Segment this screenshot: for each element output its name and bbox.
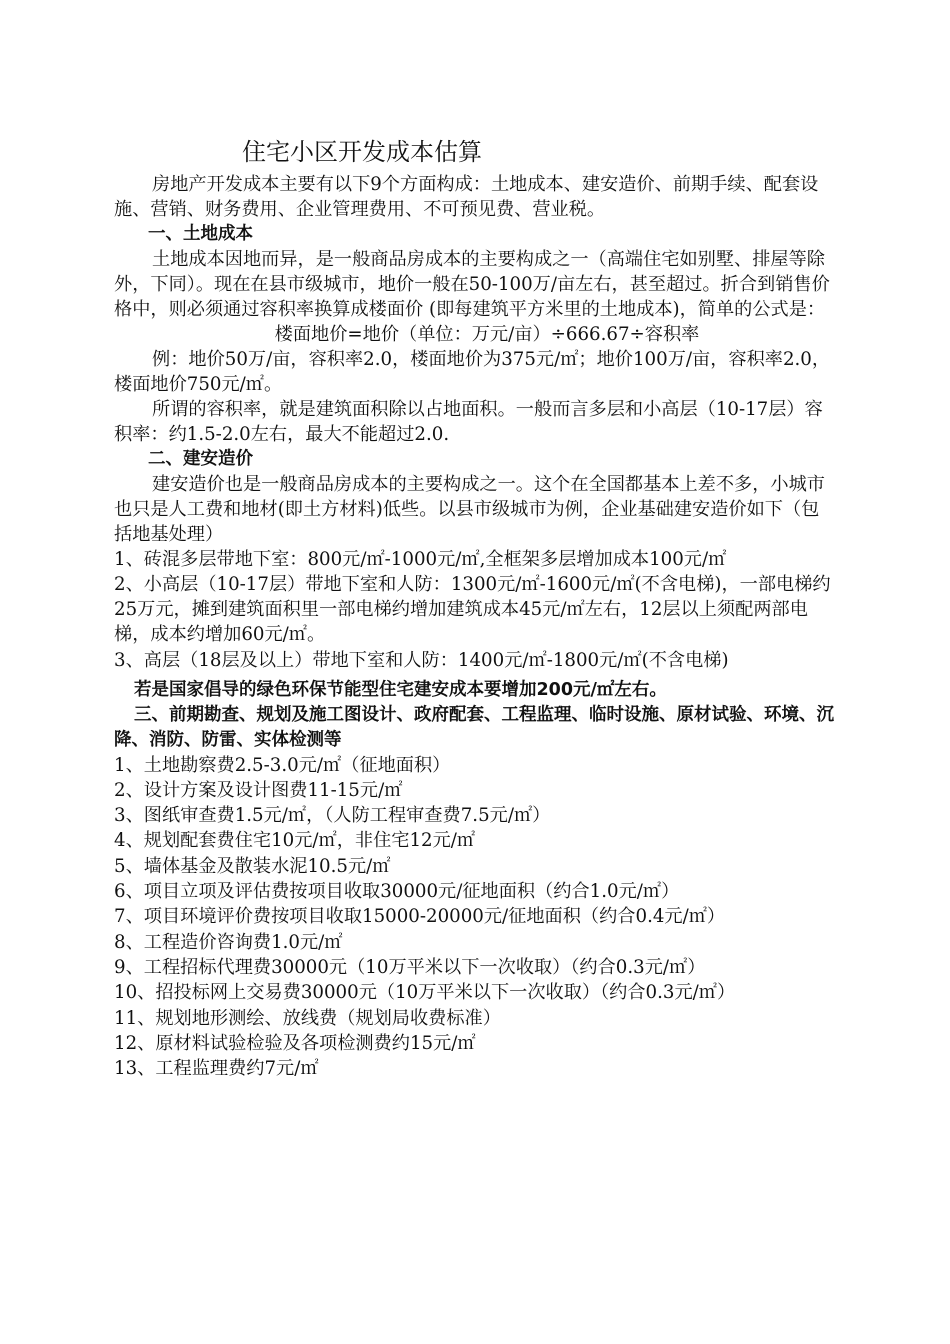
- list-item: 10、招投标网上交易费30000元（10万平米以下一次收取）（约合0.3元/㎡）: [114, 982, 736, 1004]
- green-building-note: 若是国家倡导的绿色环保节能型住宅建安成本要增加200元/㎡左右。: [134, 679, 667, 700]
- list-item: 4、规划配套费住宅10元/㎡，非住宅12元/㎡: [114, 830, 476, 852]
- list-item: 11、规划地形测绘、放线费（规划局收费标准）: [114, 1007, 501, 1029]
- document-page: [114, 132, 836, 1081]
- list-item: 6、项目立项及评估费按项目收取30000元/征地面积（约合1.0元/㎡）: [114, 881, 680, 903]
- list-item: 1、砖混多层带地下室：800元/㎡-1000元/㎡,全框架多层增加成本100元/㎡: [114, 549, 727, 570]
- list-item: 7、项目环境评价费按项目收取15000-20000元/征地面积（约合0.4元/㎡）: [114, 906, 726, 928]
- section2-paragraph: 建安造价也是一般商品房成本的主要构成之一。这个在全国都基本上差不多，小城市也只是人工费和地材(即土方材料)低些。以县市级城市为例，企业基础建安造价如下（包括地基处理）: [114, 474, 825, 545]
- list-item: 9、工程招标代理费30000元（10万平米以下一次收取）（约合0.3元/㎡）: [114, 956, 706, 978]
- list-item: 13、工程监理费约7元/㎡: [114, 1058, 319, 1080]
- floor-price-formula: 楼面地价=地价（单位：万元/亩）÷666.67÷容积率: [274, 324, 700, 345]
- section1-paragraph: 土地成本因地而异，是一般商品房成本的主要构成之一（高端住宅如别墅、排屋等除外，下同）。现在在县市级城市，地价一般在50-100万/亩左右，甚至超过。折合到销售价格中，则必须通过容积率换算成楼面价 (即每建筑平方米里的土地成本)，简单的公式是：: [114, 249, 830, 320]
- document-title: 住宅小区开发成本估算: [242, 138, 482, 166]
- section1-heading: 一、土地成本: [148, 224, 253, 244]
- list-item: 5、墙体基金及散装水泥10.5元/㎡: [114, 855, 391, 877]
- section2-heading: 二、建安造价: [148, 449, 253, 469]
- list-item: 1、土地勘察费2.5-3.0元/㎡（征地面积）: [114, 754, 451, 776]
- section3-heading: 三、前期勘查、规划及施工图设计、政府配套、工程监理、临时设施、原材试验、环境、沉降、消防、防雷、实体检测等: [114, 704, 834, 750]
- list-item: 12、原材料试验检验及各项检测费约15元/㎡: [114, 1032, 476, 1054]
- list-item: 2、小高层（10-17层）带地下室和人防：1300元/㎡-1600元/㎡(不含电梯)，一部电梯约25万元，摊到建筑面积里一部电梯约增加建筑成本45元/㎡左右，12层以上须配两部电梯，成本约增加60元/㎡。: [114, 574, 831, 646]
- section1-example: 例：地价50万/亩，容积率2.0，楼面地价为375元/㎡；地价100万/亩，容积率2.0，楼面地价750元/㎡。: [114, 349, 831, 395]
- intro-paragraph: 房地产开发成本主要有以下9个方面构成：土地成本、建安造价、前期手续、配套设施、营销、财务费用、企业管理费用、不可预见费、营业税。: [114, 174, 819, 220]
- list-item: 3、高层（18层及以上）带地下室和人防：1400元/㎡-1800元/㎡(不含电梯): [114, 649, 729, 671]
- section1-plot-ratio-paragraph: 所谓的容积率，就是建筑面积除以占地面积。一般而言多层和小高层（10-17层）容积率：约1.5-2.0左右，最大不能超过2.0.: [114, 399, 823, 445]
- list-item: 2、设计方案及设计图费11-15元/㎡: [114, 779, 403, 801]
- list-item: 3、图纸审查费1.5元/㎡，（人防工程审查费7.5元/㎡）: [114, 805, 551, 827]
- list-item: 8、工程造价咨询费1.0元/㎡: [114, 931, 343, 953]
